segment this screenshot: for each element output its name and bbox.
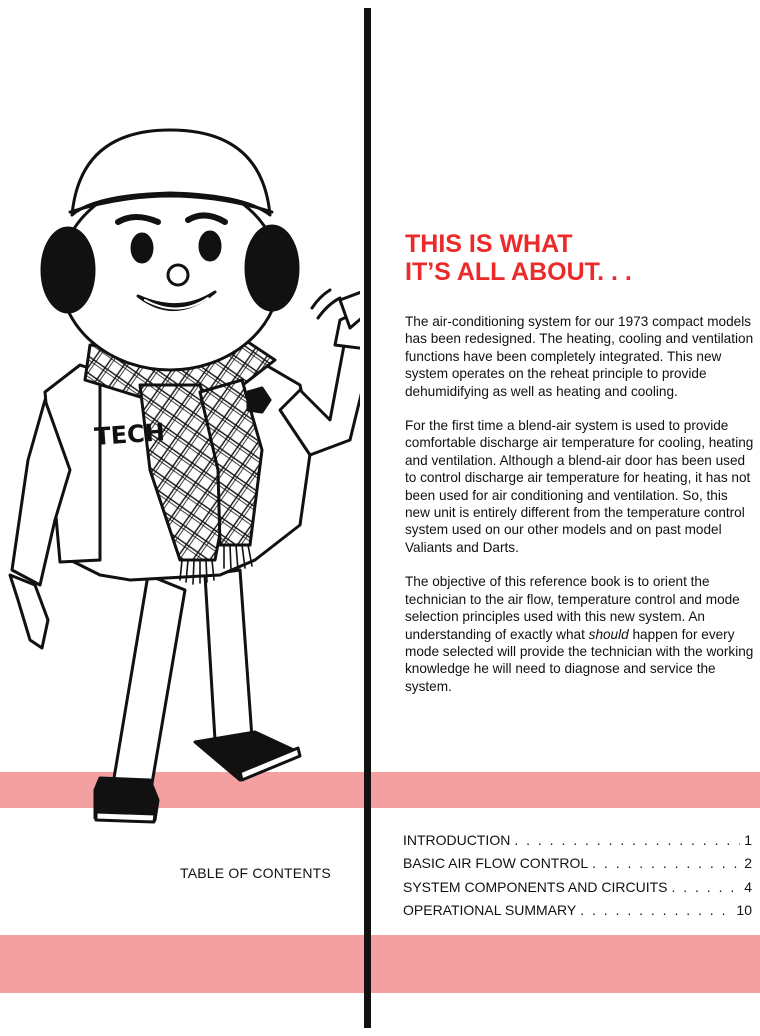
toc-entry[interactable] — [403, 876, 752, 899]
intro-body-text — [405, 313, 755, 712]
toc-entry-title: SYSTEM COMPONENTS AND CIRCUITS — [403, 878, 668, 895]
toc-entry-page: 4 — [744, 878, 752, 895]
toc-entry-title: BASIC AIR FLOW CONTROL — [403, 855, 589, 872]
toc-entry-page: 1 — [744, 832, 752, 848]
intro-paragraph-2: For the first time a blend-air system is used to provide comfortable discharge air temperature for cooling, heating and ventilation. Although a blend-air door has been used to control discharge air temperature for heating, it has not been used for air conditioning and ventilation. So, this new unit is entirely different from the temperature control system used on our other models and on past model Valiants and Darts. — [405, 418, 754, 555]
toc-leader-dots — [514, 829, 740, 852]
paragraph-3-text-start: The objective of this reference book is to orient the technician to the air flow, temperature control and mode selection principles used with this new system. An understanding of exactly what — [405, 574, 740, 642]
pink-band-bottom — [0, 935, 760, 993]
toc-entry[interactable] — [403, 899, 752, 922]
emphasis-should: should — [588, 626, 629, 642]
toc-entry[interactable] — [403, 829, 752, 852]
headline-line-2: IT’S ALL ABOUT. . . — [405, 258, 632, 286]
toc-entry-page: 2 — [744, 855, 752, 872]
toc-entry-page: 10 — [736, 901, 752, 918]
toc-entry[interactable] — [403, 852, 752, 875]
intro-paragraph-1: The air-conditioning system for our 1973 compact models has been redesigned. The heating, cooling and ventilation functions have been completely integrated. This new system operates on the reheat principle to provide dehumidifying as well as heating and cooling. — [405, 314, 754, 399]
page-headline — [405, 230, 632, 286]
toc-leader-dots — [580, 899, 732, 922]
headline-line-1: THIS IS WHAT — [405, 230, 573, 258]
jacket-label: TECH — [93, 418, 166, 451]
toc-entry-title: OPERATIONAL SUMMARY — [403, 901, 577, 918]
paragraph-3-text-end: happen for every mode selected will provide the technician with the working knowledge he will need to diagnose and service the system. — [405, 626, 754, 694]
toc-entry-title: INTRODUCTION — [403, 832, 511, 848]
table-of-contents — [403, 829, 752, 922]
toc-leader-dots — [671, 876, 740, 899]
toc-leader-dots — [592, 852, 740, 875]
vertical-divider — [364, 8, 371, 1028]
tech-mascot-illustration — [0, 110, 360, 830]
toc-title: TABLE OF CONTENTS — [180, 865, 331, 881]
intro-paragraph-3 — [405, 573, 755, 695]
